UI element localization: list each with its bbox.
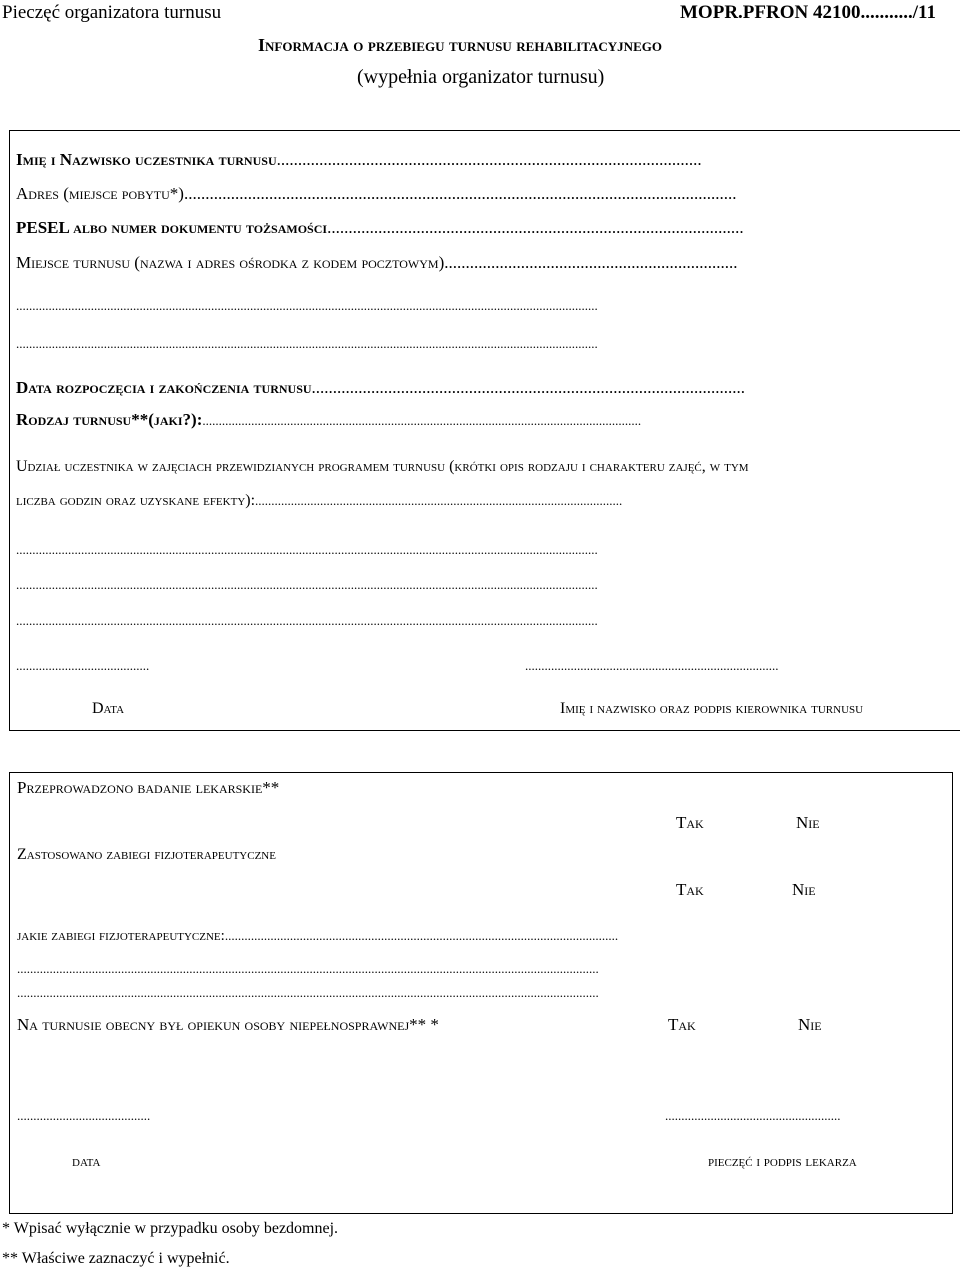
address-row — [16, 184, 736, 204]
participation-label-line2: liczba godzin oraz uzyskane efekty): — [16, 492, 256, 509]
physiotherapy-continuation-2[interactable]: ................................................................................................................................................................................... — [17, 985, 599, 1000]
date-signature-field[interactable]: ......................................... — [16, 658, 150, 673]
turnus-dates-row — [16, 378, 745, 398]
pesel-label: PESEL albo numer dokumentu tożsamości — [16, 218, 328, 237]
physiotherapy-continuation-1[interactable]: ................................................................................................................................................................................... — [17, 961, 599, 976]
address-field[interactable]: .................................................................................................................................. — [183, 184, 737, 203]
medical-exam-label: Przeprowadzono badanie lekarskie** — [17, 778, 280, 797]
manager-signature-field[interactable]: .............................................................................. — [525, 658, 779, 673]
physiotherapy-which-row — [17, 928, 618, 945]
pesel-row — [16, 218, 744, 238]
turnus-place-row — [16, 253, 737, 273]
turnus-place-continuation-2[interactable]: ................................................................................................................................................................................... — [16, 336, 598, 351]
pesel-field[interactable]: .................................................................................................. — [327, 218, 744, 237]
physiotherapy-no[interactable]: Nie — [792, 880, 816, 899]
physiotherapy-label: Zastosowano zabiegi fizjoterapeutyczne — [17, 846, 276, 863]
participation-row — [16, 492, 622, 510]
participant-name-field[interactable]: .................................................................................................... — [276, 150, 702, 169]
document-subtitle: (wypełnia organizator turnusu) — [357, 66, 605, 88]
footnote-mark-and-fill: ** Właściwe zaznaczyć i wypełnić. — [2, 1250, 230, 1267]
participation-continuation-3[interactable]: ................................................................................................................................................................................... — [16, 613, 598, 628]
participation-field[interactable]: ................................................................................................................. — [255, 493, 623, 508]
document-title: Informacja o przebiegu turnusu rehabilitacyjnego — [258, 35, 662, 55]
turnus-place-label: Miejsce turnusu (nazwa i adres ośrodka z kodem pocztowym) — [16, 253, 445, 272]
physiotherapy-which-label: jakie zabiegi fizjoterapeutyczne: — [17, 928, 225, 944]
caretaker-yes[interactable]: Tak — [668, 1015, 696, 1034]
participant-name-label: Imię i Nazwisko uczestnika turnusu — [16, 150, 277, 169]
turnus-type-field[interactable]: ....................................................................................................................................... — [202, 413, 642, 428]
manager-signature-caption: Imię i nazwisko oraz podpis kierownika turnusu — [560, 700, 864, 717]
caretaker-label: Na turnusie obecny był opiekun osoby niepełnosprawnej** * — [17, 1015, 439, 1034]
physiotherapy-which-field[interactable]: ......................................................................................................................... — [224, 928, 619, 943]
participation-continuation-2[interactable]: ................................................................................................................................................................................... — [16, 577, 598, 592]
turnus-place-continuation-1[interactable]: ................................................................................................................................................................................... — [16, 298, 598, 313]
doctor-date-caption: data — [72, 1154, 101, 1170]
participation-continuation-1[interactable]: ................................................................................................................................................................................... — [16, 542, 598, 557]
turnus-dates-field[interactable]: ...................................................................................................... — [311, 378, 746, 397]
medical-exam-no[interactable]: Nie — [796, 813, 820, 832]
address-label: Adres (miejsce pobytu*) — [16, 184, 184, 203]
participant-name-row — [16, 150, 702, 170]
doctor-date-field[interactable]: ......................................... — [17, 1108, 151, 1123]
turnus-type-label: Rodzaj turnusu**(jaki?): — [16, 410, 203, 429]
turnus-dates-label: Data rozpoczęcia i zakończenia turnusu — [16, 378, 312, 397]
turnus-type-row — [16, 410, 641, 430]
date-caption: Data — [92, 700, 125, 717]
physiotherapy-yes[interactable]: Tak — [676, 880, 704, 899]
doctor-signature-field[interactable]: ...................................................... — [665, 1108, 841, 1123]
footnote-homeless: * Wpisać wyłącznie w przypadku osoby bezdomnej. — [2, 1220, 339, 1237]
caretaker-no[interactable]: Nie — [798, 1015, 822, 1034]
organizer-stamp-label: Pieczęć organizatora turnusu — [2, 2, 222, 23]
participation-label-line1: Udział uczestnika w zajęciach przewidzianych programem turnusu (krótki opis rodzaju i charakteru zajęć, w tym — [16, 458, 749, 475]
doctor-signature-caption: pieczęć i podpis lekarza — [708, 1154, 857, 1170]
form-code: MOPR.PFRON 42100.........../11 — [680, 2, 936, 23]
medical-exam-yes[interactable]: Tak — [676, 813, 704, 832]
turnus-place-field[interactable]: ..................................................................... — [444, 253, 738, 272]
